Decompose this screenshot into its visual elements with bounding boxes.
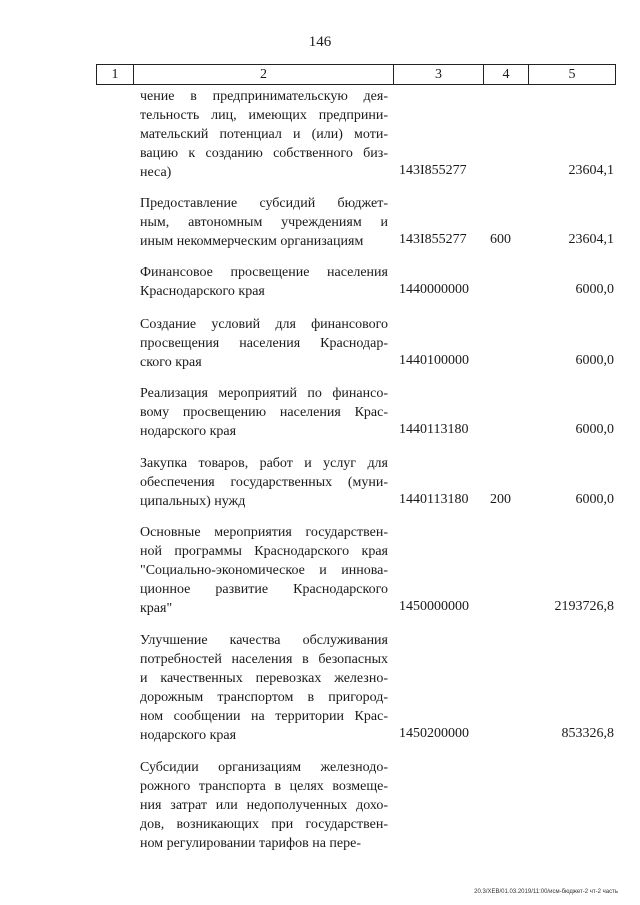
table-header-row [96,64,616,85]
row-code: 143I855277 [399,232,467,247]
row-code: 1440000000 [399,282,469,297]
row-name-line: Финансовое просвещение населения [140,265,388,280]
row-name-line: ном регулировании тарифов на пере- [140,836,361,851]
row-name-line: Основные мероприятия государствен- [140,525,388,540]
row-name-line: иным некоммерческим организациям [140,234,364,249]
row-code: 1440100000 [399,353,469,368]
row-code: 1450200000 [399,726,469,741]
row-name [140,454,388,511]
row-name-line: края" [140,601,173,616]
row-name [140,315,388,372]
row-amount: 2193726,8 [554,599,614,614]
row-name-line: и качественных перевозках железно- [140,671,388,686]
row-code: 143I855277 [399,163,467,178]
column-header-3: 3 [394,65,484,84]
row-name-line: ным, автономным учреждениям и [140,215,388,230]
row-name [140,384,388,441]
row-name-line: Предоставление субсидий бюджет- [140,196,388,211]
document-footer-code: 20.3/ХЕВ/01.03.2019/11:00/исм-бюджет-2 чт-2 часть [474,889,618,895]
row-code: 1440113180 [399,492,469,507]
row-type: 200 [490,492,511,507]
row-name-line: Краснодарского края [140,284,265,299]
row-name-line: просвещения населения Краснодар- [140,336,388,351]
row-name-line: ния затрат или недополученных дохо- [140,798,388,813]
row-code: 1450000000 [399,599,469,614]
row-name-line: Улучшение качества обслуживания [140,633,388,648]
row-name-line: Закупка товаров, работ и услуг для [140,456,388,471]
column-header-4: 4 [484,65,529,84]
row-name-line: дорожным транспортом в пригород- [140,690,388,705]
row-name-line: Создание условий для финансового [140,317,388,332]
row-name [140,87,388,182]
row-name-line: ского края [140,355,202,370]
column-header-1: 1 [97,65,134,84]
row-name-line: рожного транспорта в целях возмеще- [140,779,388,794]
row-name-line: нодарского края [140,424,237,439]
row-name-line: вацию к созданию собственного биз- [140,146,388,161]
row-name-line: неса) [140,165,172,180]
row-name [140,758,388,853]
row-name-line: чение в предпринимательскую дея- [140,89,388,104]
row-amount: 6000,0 [575,422,614,437]
row-name-line: ципальных) нужд [140,494,246,509]
row-type: 600 [490,232,511,247]
row-name-line: Реализация мероприятий по финансо- [140,386,388,401]
row-name-line: потребностей населения в безопасных [140,652,388,667]
row-name [140,263,388,301]
column-header-5: 5 [568,67,576,82]
row-amount: 23604,1 [568,163,614,178]
row-name-line: вому просвещению населения Крас- [140,405,388,420]
row-code: 1440113180 [399,422,469,437]
column-header-2: 2 [134,65,394,84]
row-amount: 6000,0 [575,492,614,507]
row-amount: 6000,0 [575,353,614,368]
row-name-line: тельность лиц, имеющих предприни- [140,108,388,123]
row-name [140,523,388,618]
row-name-line: ном сообщении на территории Крас- [140,709,388,724]
page-number: 146 [308,34,332,50]
row-name-line: дов, возникающих при государствен- [140,817,388,832]
row-name-line: ционное развитие Краснодарского [140,582,388,597]
row-name-line: Субсидии организациям железнодо- [140,760,388,775]
row-amount: 23604,1 [568,232,614,247]
row-name-line: нодарского края [140,728,237,743]
row-name [140,631,388,745]
row-name-line: ной программы Краснодарского края [140,544,388,559]
row-name-line: "Социально-экономическое и иннова- [140,563,388,578]
row-name-line: обеспечения государственных (муни- [140,475,388,490]
row-name-line: мательский потенциал и (или) моти- [140,127,388,142]
row-amount: 6000,0 [575,282,614,297]
row-amount: 853326,8 [561,726,614,741]
row-name [140,194,388,251]
